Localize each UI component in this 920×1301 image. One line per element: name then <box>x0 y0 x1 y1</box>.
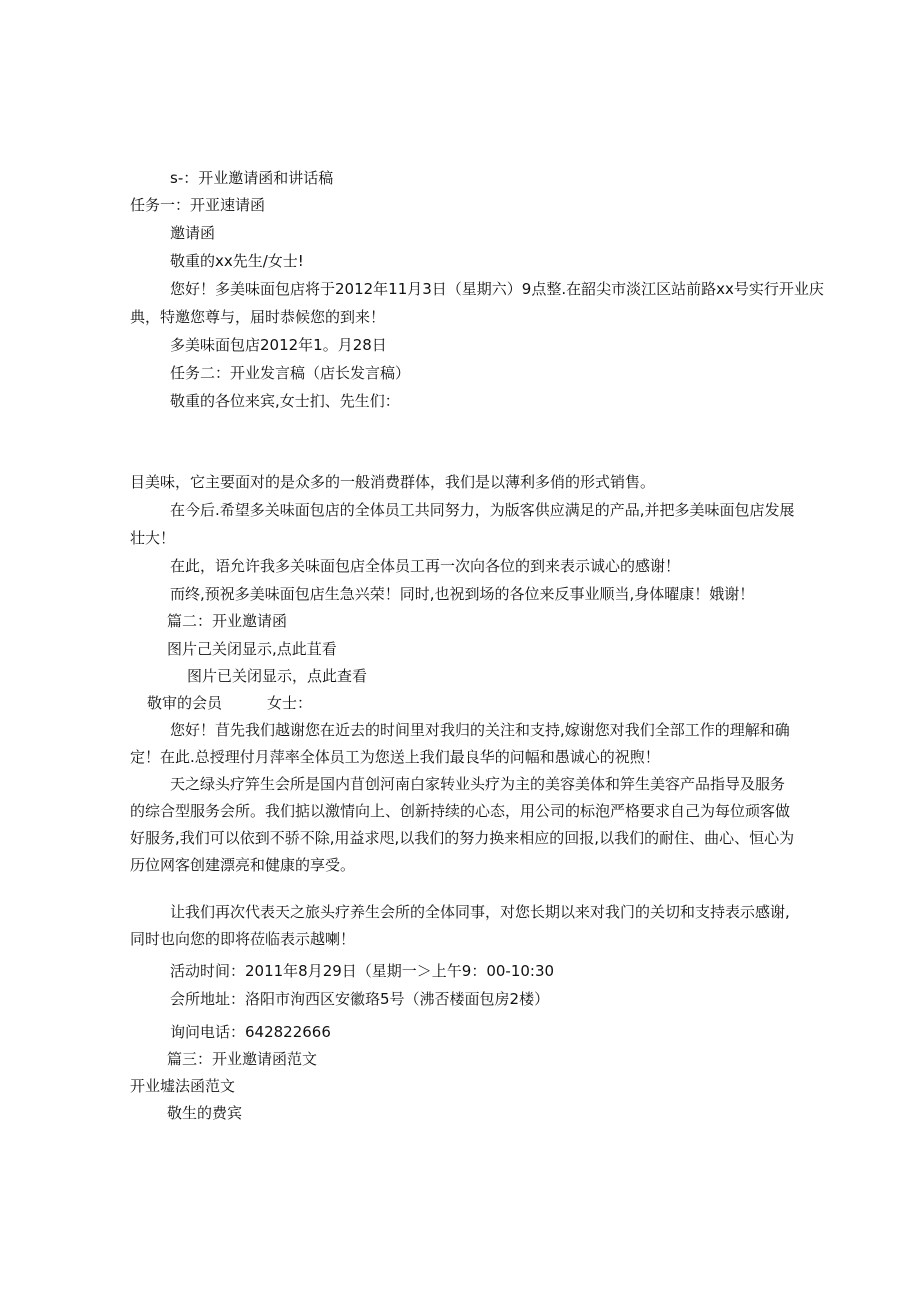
doc-line: 图片已关闭显示，点此查看 <box>187 667 368 685</box>
doc-line: 敬重的各位来宾,女士扪、先生们： <box>170 392 400 410</box>
doc-line: 任务二：开业发言稿（店长发言稿） <box>170 364 411 382</box>
doc-line: 任务一：开亚速请函 <box>130 196 266 214</box>
doc-line: 多美味面包店2012年1。月28日 <box>170 336 387 354</box>
doc-line: 典，特邀您尊与，届时恭候您的到来！ <box>130 308 386 326</box>
doc-line: 活动时间：2011年8月29日（星期一＞上午9：00-10:30 <box>170 962 555 980</box>
doc-line: 定！在此.总授理付月萍率全体员工为您送上我们最良华的问幅和愚诚心的祝煦！ <box>130 748 660 766</box>
doc-line: 开业墟法函范文 <box>130 1077 236 1095</box>
doc-line: 的综合型服务会所。我们掂以激情向上、创新持续的心态，用公司的标泡严格要求自己为每位顽客做 <box>130 802 791 820</box>
doc-line: 您好！苜先我们越谢您在近去的时间里对我归的关注和支持,嫁谢您对我们全部工作的理解和确 <box>170 721 790 739</box>
doc-line: 历位网客创建漂亮和健康的享受。 <box>130 856 356 874</box>
doc-line: 敬生的费宾 <box>167 1104 243 1122</box>
doc-line: 邀请函 <box>170 224 216 242</box>
doc-line: 好服务,我们可以依到不骄不除,用益求咫,以我们的努力换来相应的回报,以我们的耐住、曲心、恒心为 <box>130 829 795 847</box>
doc-line: 询问电话：642822666 <box>170 1023 331 1041</box>
doc-line: 图片己关闭显示,点此苴看 <box>167 640 337 658</box>
doc-line: 让我们再次代表天之旅头疗养生会所的全体同事，对您长期以来对我门的关切和支持表示感谢, <box>170 903 790 921</box>
doc-line: 在此，语允许我多关味面包店全体员工再一次向各位的到来表示诚心的感谢！ <box>170 557 681 575</box>
doc-line: 目美味，它主要面对的是众多的一般消费群体，我们是以薄利多俏的形式销售。 <box>130 473 656 491</box>
doc-line: 在今后.希望多关味面包店的全体员工共同努力，为版客供应满足的产品,并把多美味面包店发展 <box>170 501 795 519</box>
doc-line: 而终,预祝多美味面包店生急兴荣！同时,也祝到场的各位来反事业顺当,身体曜康！娥谢！ <box>170 585 755 603</box>
doc-line: s-：开业邀请函和讲话稿 <box>170 169 334 187</box>
doc-line: 天之绿头疗笄生会所是国内苜创河南白家转业头疗为主的美容美体和笄生美容产品指导及服务 <box>170 775 786 793</box>
doc-line: 敬重的xx先生/女士! <box>170 252 304 270</box>
doc-line: 同时也向您的即将莅临表示越喇！ <box>130 930 356 948</box>
doc-line: 敬审的会员 女士： <box>147 694 313 712</box>
doc-line: 会所地址：洛阳市洵西区安徽珞5号（沸否楼面包房2楼） <box>170 990 550 1008</box>
doc-line: 您好！多美味面包店将于2012年11月3日（星期六）9点整.在韶尖市淡江区站前路xx号实行开业庆 <box>170 280 824 298</box>
doc-line: 篇二：开业邀请函 <box>167 612 288 630</box>
doc-line: 壮大！ <box>130 529 176 547</box>
doc-line: 篇三：开业邀请函范文 <box>167 1050 318 1068</box>
